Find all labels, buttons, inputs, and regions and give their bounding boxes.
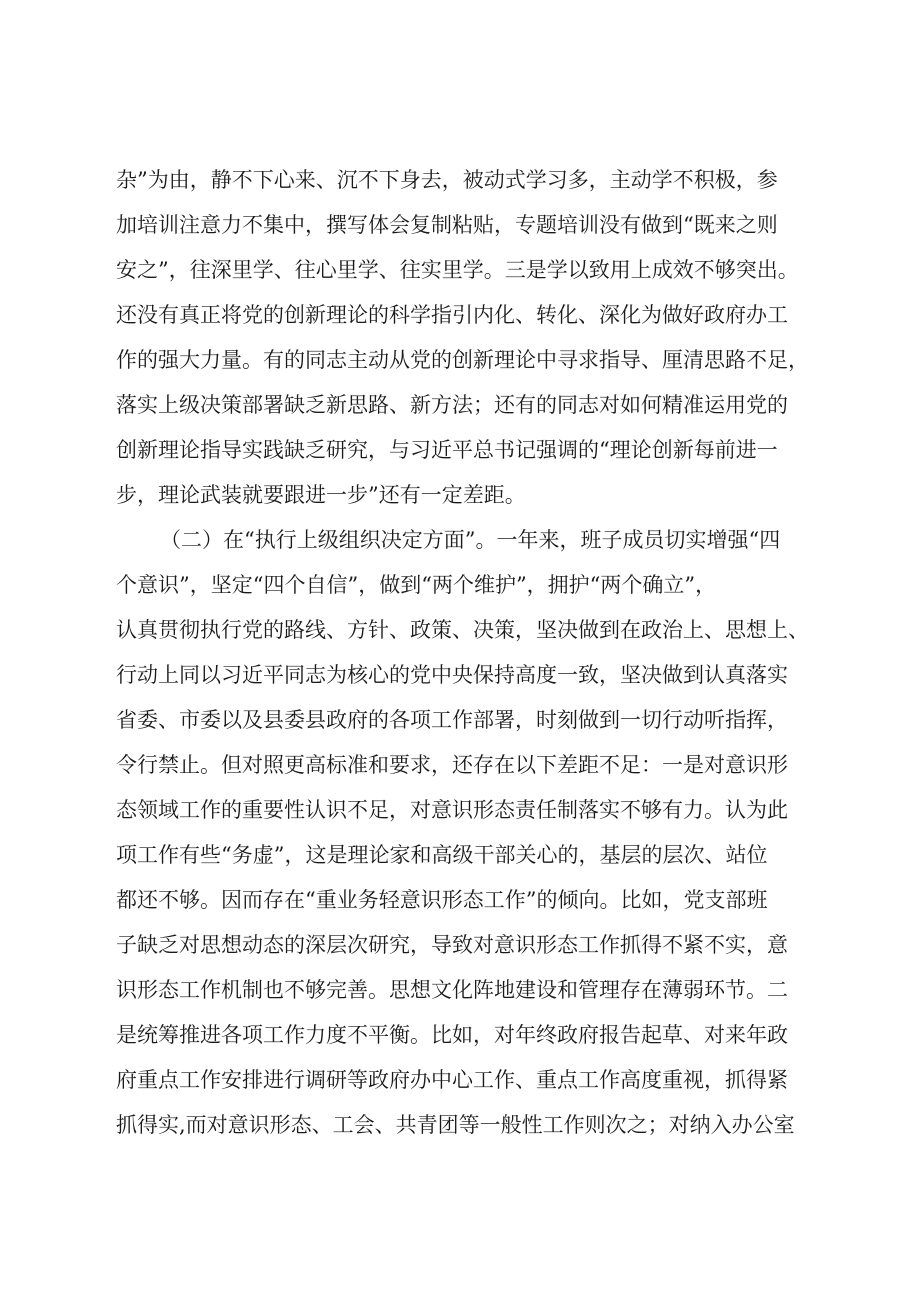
text-line: 还没有真正将党的创新理论的科学指引内化、转化、深化为做好政府办工 xyxy=(116,303,788,327)
text-line: 令行禁止。但对照更高标准和要求，还存在以下差距不足：一是对意识形 xyxy=(116,753,788,777)
text-line: 落实上级决策部署缺乏新思路、新方法；还有的同志对如何精准运用党的 xyxy=(116,393,788,417)
text-line: 省委、市委以及县委县政府的各项工作部署，时刻做到一切行动听指挥， xyxy=(116,708,788,732)
text-line: 是统筹推进各项工作力度不平衡。比如，对年终政府报告起草、对来年政 xyxy=(116,1023,788,1047)
text-line: 作的强大力量。有的同志主动从党的创新理论中寻求指导、厘清思路不足， xyxy=(116,348,809,372)
text-line: 项工作有些“务虚”，这是理论家和高级干部关心的，基层的层次、站位 xyxy=(116,843,768,867)
text-line: 安之”，往深里学、往心里学、往实里学。三是学以致用上成效不够突出。 xyxy=(116,258,799,282)
text-line: 个意识”，坚定“四个自信”，做到“两个维护”，拥护“两个确立”， xyxy=(116,573,717,597)
text-line: 认真贯彻执行党的路线、方针、政策、决策，坚决做到在政治上、思想上、 xyxy=(116,618,809,642)
text-line: 行动上同以习近平同志为核心的党中央保持高度一致，坚决做到认真落实 xyxy=(116,663,788,687)
text-line: 态领域工作的重要性认识不足，对意识形态责任制落实不够有力。认为此 xyxy=(116,798,788,822)
text-line: 杂”为由，静不下心来、沉不下身去，被动式学习多，主动学不积极，参 xyxy=(116,168,778,192)
text-line: 府重点工作安排进行调研等政府办中心工作、重点工作高度重视，抓得紧 xyxy=(116,1068,788,1092)
text-line: 都还不够。因而存在“重业务轻意识形态工作”的倾向。比如，党支部班 xyxy=(116,888,768,912)
section-heading-line: （二）在“执行上级组织决定方面”。一年来，班子成员切实增强“四 xyxy=(160,528,781,552)
text-line: 加培训注意力不集中，撰写体会复制粘贴，专题培训没有做到“既来之则 xyxy=(116,213,778,237)
text-line: 子缺乏对思想动态的深层次研究，导致对意识形态工作抓得不紧不实，意 xyxy=(116,933,788,957)
text-line: 步，理论武装就要跟进一步”还有一定差距。 xyxy=(116,483,526,507)
text-line: 创新理论指导实践缺乏研究，与习近平总书记强调的“理论创新每前进一 xyxy=(116,438,778,462)
text-line: 识形态工作机制也不够完善。思想文化阵地建设和管理存在薄弱环节。二 xyxy=(116,978,788,1002)
text-line: 抓得实,而对意识形态、工会、共青团等一般性工作则次之；对纳入办公室 xyxy=(116,1113,795,1137)
